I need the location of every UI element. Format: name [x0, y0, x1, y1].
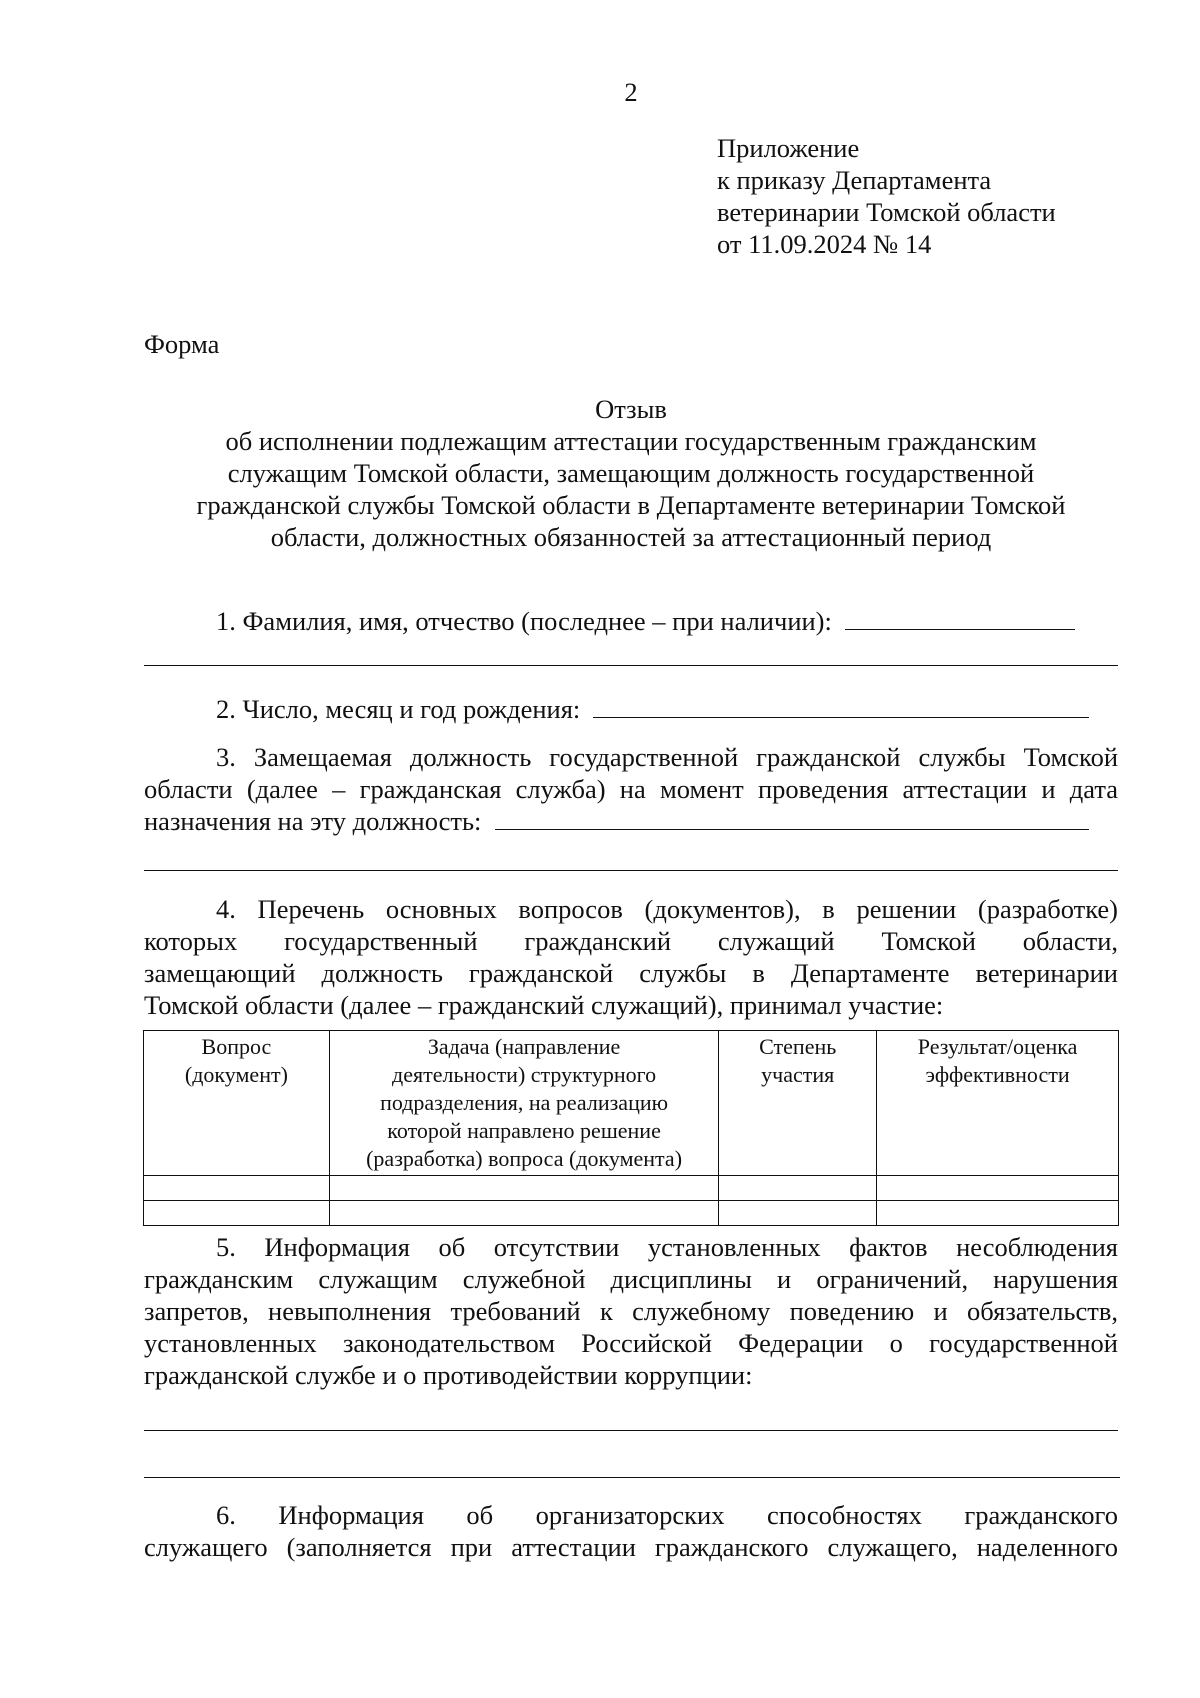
item-4-line: замещающий должность гражданской службы в Департаменте ветеринарии — [144, 958, 1118, 988]
table-row — [144, 1201, 1119, 1226]
form-label: Форма — [144, 329, 220, 359]
header-line: участия — [761, 1062, 835, 1087]
position-field[interactable] — [495, 805, 1089, 830]
column-header-task — [329, 1031, 718, 1176]
header-line: которой направлено решение — [387, 1118, 661, 1143]
title-line: служащим Томской области, замещающим должность государственной — [227, 458, 1035, 488]
header-line: Задача (направление — [427, 1034, 621, 1059]
item-4-line: Томской области (далее – гражданский служащий), принимал участие: — [144, 990, 944, 1020]
column-header-result — [877, 1031, 1119, 1176]
item-3-line: назначения на эту должность: — [144, 806, 482, 836]
item-2-label: 2. Число, месяц и год рождения: — [216, 694, 581, 724]
item-5-line: гражданской службе и о противодействии коррупции: — [144, 1360, 753, 1390]
table-row — [144, 1176, 1119, 1201]
item-5-line: гражданским служащим служебной дисциплины и ограничений, нарушения — [144, 1264, 1118, 1294]
item-5-line: 5. Информация об отсутствии установленных фактов несоблюдения — [216, 1232, 1118, 1262]
appendix-line: к приказу Департамента — [717, 165, 992, 195]
item-5-line: запретов, невыполнения требований к служебному поведению и обязательств, — [144, 1296, 1118, 1326]
header-line: деятельности) структурного — [392, 1062, 657, 1087]
page-number: 2 — [624, 77, 638, 107]
item-6 — [144, 1499, 1118, 1563]
column-header-participation — [719, 1031, 877, 1176]
document-title — [144, 393, 1118, 553]
appendix-line: от 11.09.2024 № 14 — [717, 229, 932, 259]
item-5 — [144, 1231, 1118, 1391]
header-line: (документ) — [184, 1062, 288, 1087]
appendix-line: ветеринарии Томской области — [717, 197, 1056, 227]
item-4-line: которых государственный гражданский служащий Томской области, — [144, 926, 1118, 956]
table-cell[interactable] — [144, 1176, 330, 1201]
appendix-line: Приложение — [717, 133, 860, 163]
item-3-line: 3. Замещаемая должность государственной гражданской службы Томской — [216, 742, 1118, 772]
header-line: подразделения, на реализацию — [380, 1090, 669, 1115]
birth-date-field[interactable] — [593, 693, 1089, 718]
column-header-question — [144, 1031, 330, 1176]
item-3-line-last — [144, 805, 1118, 837]
item-6-line: 6. Информация об организаторских способностях гражданского — [216, 1500, 1118, 1530]
item-4-line: 4. Перечень основных вопросов (документов), в решении (разработке) — [216, 894, 1118, 924]
position-field-continuation[interactable] — [144, 870, 1118, 871]
title-line: об исполнении подлежащим аттестации государственным гражданским — [225, 426, 1037, 456]
table-cell[interactable] — [719, 1176, 877, 1201]
item-3 — [144, 741, 1118, 837]
item-1-label: 1. Фамилия, имя, отчество (последнее – при наличии): — [216, 606, 832, 636]
table-header-row — [144, 1031, 1119, 1176]
header-line: эффективности — [925, 1062, 1070, 1087]
item-1 — [144, 605, 1118, 637]
table-cell[interactable] — [144, 1201, 330, 1226]
title-line: гражданской службы Томской области в Департаменте ветеринарии Томской — [196, 490, 1066, 520]
header-line: Вопрос — [201, 1034, 272, 1059]
item-3-line: области (далее – гражданская служба) на момент проведения аттестации и дата — [144, 774, 1118, 804]
appendix-block — [717, 132, 1056, 260]
violations-info-field[interactable] — [144, 1430, 1118, 1431]
header-line: Результат/оценка — [917, 1034, 1078, 1059]
violations-info-field-continuation[interactable] — [144, 1477, 1120, 1478]
item-6-line: служащего (заполняется при аттестации гражданского служащего, наделенного — [144, 1532, 1118, 1562]
table-cell[interactable] — [877, 1201, 1119, 1226]
questions-table — [143, 1030, 1119, 1226]
table-cell[interactable] — [329, 1201, 718, 1226]
table-cell[interactable] — [877, 1176, 1119, 1201]
table-cell[interactable] — [329, 1176, 718, 1201]
full-name-field-continuation[interactable] — [144, 665, 1118, 666]
item-4 — [144, 893, 1118, 1021]
title-line: Отзыв — [595, 394, 667, 424]
title-line: области, должностных обязанностей за аттестационный период — [270, 522, 992, 552]
item-5-line: установленных законодательством Российской Федерации о государственной — [144, 1328, 1118, 1358]
full-name-field[interactable] — [845, 605, 1075, 630]
table-cell[interactable] — [719, 1201, 877, 1226]
item-2 — [144, 693, 1118, 725]
header-line: (разработка) вопроса (документа) — [366, 1146, 683, 1171]
header-line: Степень — [759, 1034, 837, 1059]
